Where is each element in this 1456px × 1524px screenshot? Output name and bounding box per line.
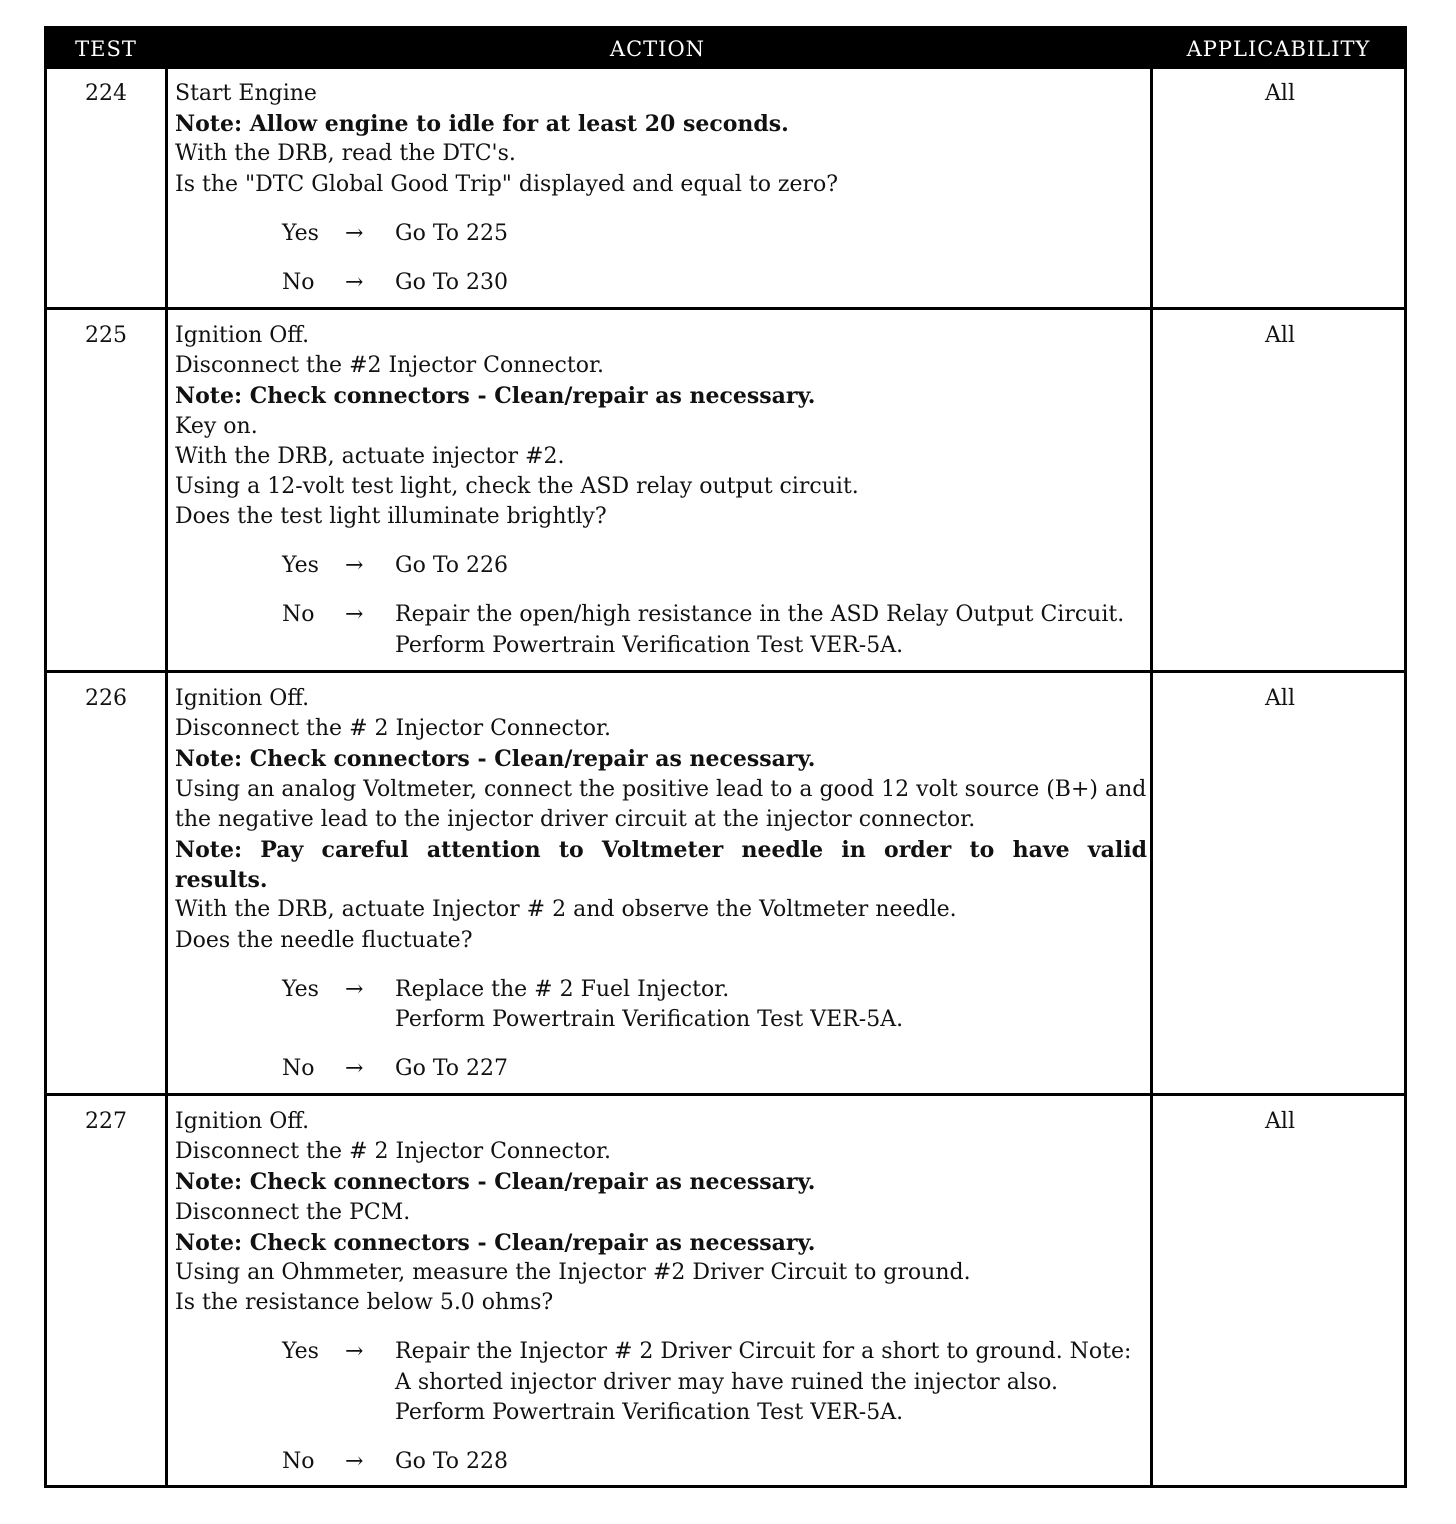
row-divider xyxy=(47,670,1404,673)
goto-target: Go To 228 xyxy=(395,1449,509,1475)
diagnostic-test-table xyxy=(44,26,1407,1488)
action-line: Is the "DTC Global Good Trip" displayed and equal to zero? xyxy=(175,171,839,197)
test-number: 225 xyxy=(85,323,127,348)
result-line: Repair the Injector # 2 Driver Circuit for a short to ground. Note: xyxy=(395,1339,1132,1365)
row-divider xyxy=(47,1093,1404,1096)
action-line: With the DRB, actuate Injector # 2 and observe the Voltmeter needle. xyxy=(175,897,957,923)
header-action: ACTION xyxy=(609,37,706,61)
result-line: A shorted injector driver may have ruined the injector also. xyxy=(395,1369,1058,1395)
action-line: Disconnect the PCM. xyxy=(175,1199,411,1225)
action-line: Ignition Off. xyxy=(175,1109,310,1134)
yes-label: Yes xyxy=(282,553,319,579)
action-line: Using a 12-volt test light, check the ASD relay output circuit. xyxy=(175,474,859,500)
arrow-icon: → xyxy=(345,1056,364,1082)
action-note: Note: Check connectors - Clean/repair as necessary. xyxy=(175,383,816,410)
action-line: With the DRB, actuate injector #2. xyxy=(175,443,565,469)
action-line: Does the needle fluctuate? xyxy=(175,927,473,953)
action-note: Note: Allow engine to idle for at least 20 seconds. xyxy=(175,111,789,138)
action-cell xyxy=(175,1107,1147,1477)
goto-target: Go To 225 xyxy=(395,220,509,246)
action-cell xyxy=(175,684,1147,1084)
test-number: 224 xyxy=(85,81,127,106)
applicability-value: All xyxy=(1265,323,1295,348)
arrow-icon: → xyxy=(345,269,364,295)
yes-branch xyxy=(175,1337,1147,1428)
arrow-icon: → xyxy=(345,220,364,246)
action-line: Disconnect the # 2 Injector Connector. xyxy=(175,1139,612,1165)
action-note: Note: Check connectors - Clean/repair as necessary. xyxy=(175,1169,816,1196)
goto-target: Go To 226 xyxy=(395,553,509,579)
action-note: Note: Pay careful attention to Voltmeter needle in order to have valid xyxy=(175,837,1147,864)
column-divider xyxy=(1150,69,1153,1485)
yes-branch xyxy=(175,975,1147,1035)
test-number: 226 xyxy=(85,686,127,711)
no-label: No xyxy=(282,269,315,295)
result-line: Perform Powertrain Verification Test VER-5A. xyxy=(395,1399,904,1425)
arrow-icon: → xyxy=(345,1449,364,1475)
no-branch xyxy=(175,1447,1147,1477)
result-line: Perform Powertrain Verification Test VER-5A. xyxy=(395,1007,904,1033)
yes-label: Yes xyxy=(282,220,319,246)
action-line: the negative lead to the injector driver circuit at the injector connector. xyxy=(175,806,976,832)
table-header xyxy=(47,29,1404,69)
no-label: No xyxy=(282,602,315,628)
no-branch xyxy=(175,600,1147,660)
result-line: Repair the open/high resistance in the ASD Relay Output Circuit. xyxy=(395,602,1125,628)
result-line: Perform Powertrain Verification Test VER-5A. xyxy=(395,632,904,658)
action-line: Using an Ohmmeter, measure the Injector #2 Driver Circuit to ground. xyxy=(175,1260,971,1286)
action-line: With the DRB, read the DTC's. xyxy=(175,141,516,167)
no-branch xyxy=(175,268,1147,298)
header-applicability: APPLICABILITY xyxy=(1186,37,1371,61)
action-line: Ignition Off. xyxy=(175,686,310,711)
no-label: No xyxy=(282,1056,315,1082)
goto-target: Go To 227 xyxy=(395,1056,509,1082)
arrow-icon: → xyxy=(345,602,364,628)
arrow-icon: → xyxy=(345,553,364,579)
test-number: 227 xyxy=(85,1109,127,1134)
result-line: Replace the # 2 Fuel Injector. xyxy=(395,976,730,1002)
action-line: Using an analog Voltmeter, connect the positive lead to a good 12 volt source (B+) and xyxy=(175,776,1147,802)
yes-label: Yes xyxy=(282,976,319,1002)
action-note: results. xyxy=(175,867,268,894)
no-branch xyxy=(175,1054,1147,1084)
action-line: Does the test light illuminate brightly? xyxy=(175,504,607,530)
arrow-icon: → xyxy=(345,976,364,1002)
action-line: Disconnect the # 2 Injector Connector. xyxy=(175,716,612,742)
action-note: Note: Check connectors - Clean/repair as necessary. xyxy=(175,746,816,773)
action-cell xyxy=(175,321,1147,661)
applicability-value: All xyxy=(1265,81,1295,106)
no-label: No xyxy=(282,1449,315,1475)
action-cell xyxy=(175,79,1147,298)
column-divider xyxy=(165,69,168,1485)
yes-branch xyxy=(175,219,1147,249)
action-line: Is the resistance below 5.0 ohms? xyxy=(175,1290,554,1316)
action-line: Ignition Off. xyxy=(175,323,310,348)
yes-branch xyxy=(175,551,1147,581)
action-line: Key on. xyxy=(175,413,258,439)
row-divider xyxy=(47,307,1404,310)
applicability-value: All xyxy=(1265,1109,1295,1134)
yes-label: Yes xyxy=(282,1339,319,1365)
action-note: Note: Check connectors - Clean/repair as necessary. xyxy=(175,1229,816,1256)
arrow-icon: → xyxy=(345,1339,364,1365)
goto-target: Go To 230 xyxy=(395,269,509,295)
action-line: Start Engine xyxy=(175,81,317,106)
action-line: Disconnect the #2 Injector Connector. xyxy=(175,353,605,379)
applicability-value: All xyxy=(1265,686,1295,711)
header-test: TEST xyxy=(75,37,137,61)
